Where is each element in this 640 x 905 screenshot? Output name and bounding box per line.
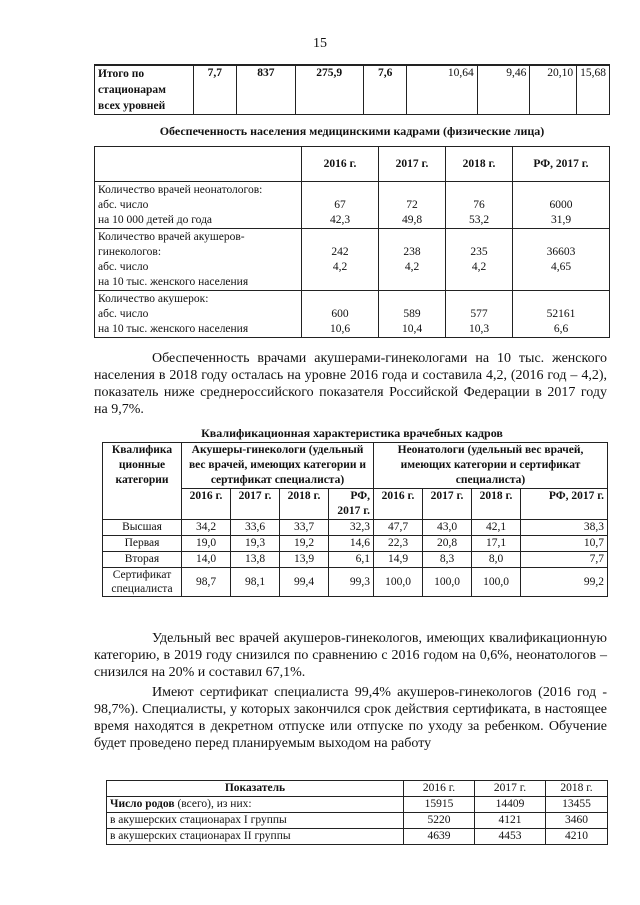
table-row [103, 536, 608, 552]
table-cell: 42,1 [472, 520, 521, 536]
table-cell: 100,0 [472, 568, 521, 597]
table-header-cell: 2016 г. [182, 489, 231, 520]
table-cell: 9,46 [477, 65, 530, 115]
table-row [95, 65, 610, 115]
table-cell: 34,2 [182, 520, 231, 536]
table-row [107, 829, 608, 845]
staffing-caption: Обеспеченность населения медицинскими кадрами (физические лица) [159, 124, 545, 138]
cell-value: 4,65 [550, 261, 572, 273]
cell-value: 4,2 [471, 261, 487, 273]
table-header-cell: 2017 г. [379, 147, 446, 182]
row-label [107, 797, 404, 813]
table-header-cell: Акушеры-гинекологи (удельный вес врачей, имеющих категории и сертификат специалиста) [182, 443, 374, 489]
cell-value: 36603 [546, 246, 576, 258]
table-cell [302, 229, 379, 291]
cell-value: 600 [331, 308, 349, 320]
table-row [103, 520, 608, 536]
table-cell: 8,0 [472, 552, 521, 568]
row-label-line: Количество врачей акушеров- [98, 231, 245, 243]
cell-value: 49,8 [401, 214, 423, 226]
table-cell: 8,3 [423, 552, 472, 568]
table-cell [513, 229, 610, 291]
table-row [95, 182, 610, 229]
table-cell: 837 [237, 65, 295, 115]
table-cell: 100,0 [374, 568, 423, 597]
row-label-line: абс. число [98, 199, 149, 211]
table-cell: 10,7 [521, 536, 608, 552]
qualification-table [102, 442, 608, 597]
table-cell: 275,9 [295, 65, 363, 115]
table-header-cell: 2016 г. [404, 781, 475, 797]
table-cell: 14,0 [182, 552, 231, 568]
table-cell [446, 291, 513, 338]
table-row [103, 552, 608, 568]
table-header-cell: 2017 г. [231, 489, 280, 520]
total-row-table [94, 64, 610, 115]
row-label: Высшая [103, 520, 182, 536]
table-cell [513, 182, 610, 229]
cell-value: 52161 [546, 308, 576, 320]
table-header-cell: 2016 г. [374, 489, 423, 520]
table-cell: 3460 [546, 813, 608, 829]
table-cell: 7,7 [193, 65, 237, 115]
table-cell: 4210 [546, 829, 608, 845]
table-header-cell: 2017 г. [475, 781, 546, 797]
births-table [106, 780, 608, 845]
table-cell [379, 291, 446, 338]
table-cell: 43,0 [423, 520, 472, 536]
table-cell: 19,2 [280, 536, 329, 552]
table-header-cell: 2018 г. [472, 489, 521, 520]
table-cell: 13,9 [280, 552, 329, 568]
table-cell: 47,7 [374, 520, 423, 536]
table-cell: 99,3 [329, 568, 374, 597]
table-cell: 6,1 [329, 552, 374, 568]
table-header-cell: 2018 г. [280, 489, 329, 520]
table-cell: 98,1 [231, 568, 280, 597]
row-label [95, 182, 302, 229]
paragraph-qualification: Удельный вес врачей акушеров-гинекологов, имеющих квалификационную категорию, в 2019 году снизился по сравнению с 2016 годом на 0,6%, неонатологов – снизился на 20% и составил 67,1%. [94, 631, 607, 680]
row-label-line: на 10 тыс. женского населения [98, 276, 249, 288]
table-cell: 38,3 [521, 520, 608, 536]
row-label [95, 291, 302, 338]
table-cell: 32,3 [329, 520, 374, 536]
table-cell: 20,8 [423, 536, 472, 552]
table-cell: 99,4 [280, 568, 329, 597]
row-label: Первая [103, 536, 182, 552]
table-cell [513, 291, 610, 338]
row-label: Вторая [103, 552, 182, 568]
table-header-cell: 2016 г. [302, 147, 379, 182]
row-label-bold: Число родов [110, 798, 175, 810]
row-label-line: на 10 000 детей до года [98, 214, 213, 226]
table-header-cell: 2018 г. [446, 147, 513, 182]
cell-value: 6,6 [553, 323, 569, 335]
table-row [95, 291, 610, 338]
table-cell: 33,7 [280, 520, 329, 536]
cell-value: 6000 [549, 199, 573, 211]
table-cell: 22,3 [374, 536, 423, 552]
table-cell: 7,7 [521, 552, 608, 568]
table-cell: 7,6 [363, 65, 407, 115]
table-cell: 4639 [404, 829, 475, 845]
staffing-table [94, 146, 610, 338]
total-row-label: Итого по стационарам всех уровней [95, 65, 194, 115]
cell-value: 72 [406, 199, 418, 211]
cell-value: 42,3 [329, 214, 351, 226]
table-cell [379, 182, 446, 229]
row-label: в акушерских стационарах I группы [107, 813, 404, 829]
cell-value: 31,9 [550, 214, 572, 226]
table-cell [302, 182, 379, 229]
cell-value: 10,6 [329, 323, 351, 335]
cell-value: 4,2 [332, 261, 348, 273]
table-cell: 15915 [404, 797, 475, 813]
table-row [95, 229, 610, 291]
table-cell: 14,6 [329, 536, 374, 552]
table-row [107, 813, 608, 829]
cell-value: 10,3 [468, 323, 490, 335]
table-header-row [107, 781, 608, 797]
table-header-cell: 2018 г. [546, 781, 608, 797]
row-label [95, 229, 302, 291]
table-cell [379, 229, 446, 291]
cell-value: 238 [403, 246, 421, 258]
table-header-row [103, 443, 608, 489]
table-row [107, 797, 608, 813]
table-cell: 13455 [546, 797, 608, 813]
table-header-cell: РФ, 2017 г. [329, 489, 374, 520]
cell-value: 76 [473, 199, 485, 211]
table-header-cell: РФ, 2017 г. [513, 147, 610, 182]
table-cell: 5220 [404, 813, 475, 829]
table-cell [446, 229, 513, 291]
cell-value: 10,4 [401, 323, 423, 335]
paragraph-staffing: Обеспеченность врачами акушерами-гинекологами на 10 тыс. женского населения в 2018 году осталась на уровне 2016 года и составила 4,2, (2016 год – 4,2), показатель ниже среднероссийского показателя Российской Федерации в 2017 году на 9,7%. [94, 351, 607, 417]
table-header-cell: Квалифика ционные категории [103, 443, 182, 520]
table-cell: 10,64 [407, 65, 477, 115]
row-label-line: Количество врачей неонатологов: [98, 184, 263, 196]
table-cell: 19,3 [231, 536, 280, 552]
table-row [103, 568, 608, 597]
row-label-line: Количество акушерок: [98, 293, 209, 305]
cell-value: 235 [470, 246, 488, 258]
table-cell: 33,6 [231, 520, 280, 536]
row-label-text: (всего), из них: [174, 798, 252, 810]
cell-value: 242 [331, 246, 349, 258]
table-header-cell: Неонатологи (удельный вес врачей, имеющих категории и сертификат специалиста) [374, 443, 608, 489]
table-cell: 98,7 [182, 568, 231, 597]
row-label-line: абс. число [98, 308, 149, 320]
qualification-caption: Квалификационная характеристика врачебных кадров [201, 426, 503, 440]
cell-value: 577 [470, 308, 488, 320]
table-cell [302, 291, 379, 338]
row-label-line: абс. число [98, 261, 149, 273]
table-cell: 14,9 [374, 552, 423, 568]
table-cell: 15,68 [577, 65, 610, 115]
table-cell: 13,8 [231, 552, 280, 568]
table-cell [446, 182, 513, 229]
cell-value: 67 [334, 199, 346, 211]
cell-value: 53,2 [468, 214, 490, 226]
table-header-cell: РФ, 2017 г. [521, 489, 608, 520]
table-header-cell: Показатель [107, 781, 404, 797]
table-header-cell [95, 147, 302, 182]
table-cell: 100,0 [423, 568, 472, 597]
table-cell: 17,1 [472, 536, 521, 552]
table-header-cell: 2017 г. [423, 489, 472, 520]
table-cell: 4453 [475, 829, 546, 845]
table-header-row [95, 147, 610, 182]
table-cell: 4121 [475, 813, 546, 829]
row-label: в акушерских стационарах II группы [107, 829, 404, 845]
row-label: Сертификат специалиста [103, 568, 182, 597]
table-cell: 19,0 [182, 536, 231, 552]
paragraph-certificate: Имеют сертификат специалиста 99,4% акушеров-гинекологов (2016 год - 98,7%). Специалисты, у которых закончился срок действия сертификата, в настоящее время находятся в декретном отпуске или отпуске по уходу за ребенком. Обучение будет проведено перед планируемым выходом на работу [94, 685, 607, 751]
row-label-line: на 10 тыс. женского населения [98, 323, 249, 335]
cell-value: 589 [403, 308, 421, 320]
table-cell: 99,2 [521, 568, 608, 597]
page-number: 15 [313, 36, 327, 51]
row-label-line: гинекологов: [98, 246, 162, 258]
cell-value: 4,2 [404, 261, 420, 273]
table-cell: 20,10 [530, 65, 577, 115]
table-cell: 14409 [475, 797, 546, 813]
